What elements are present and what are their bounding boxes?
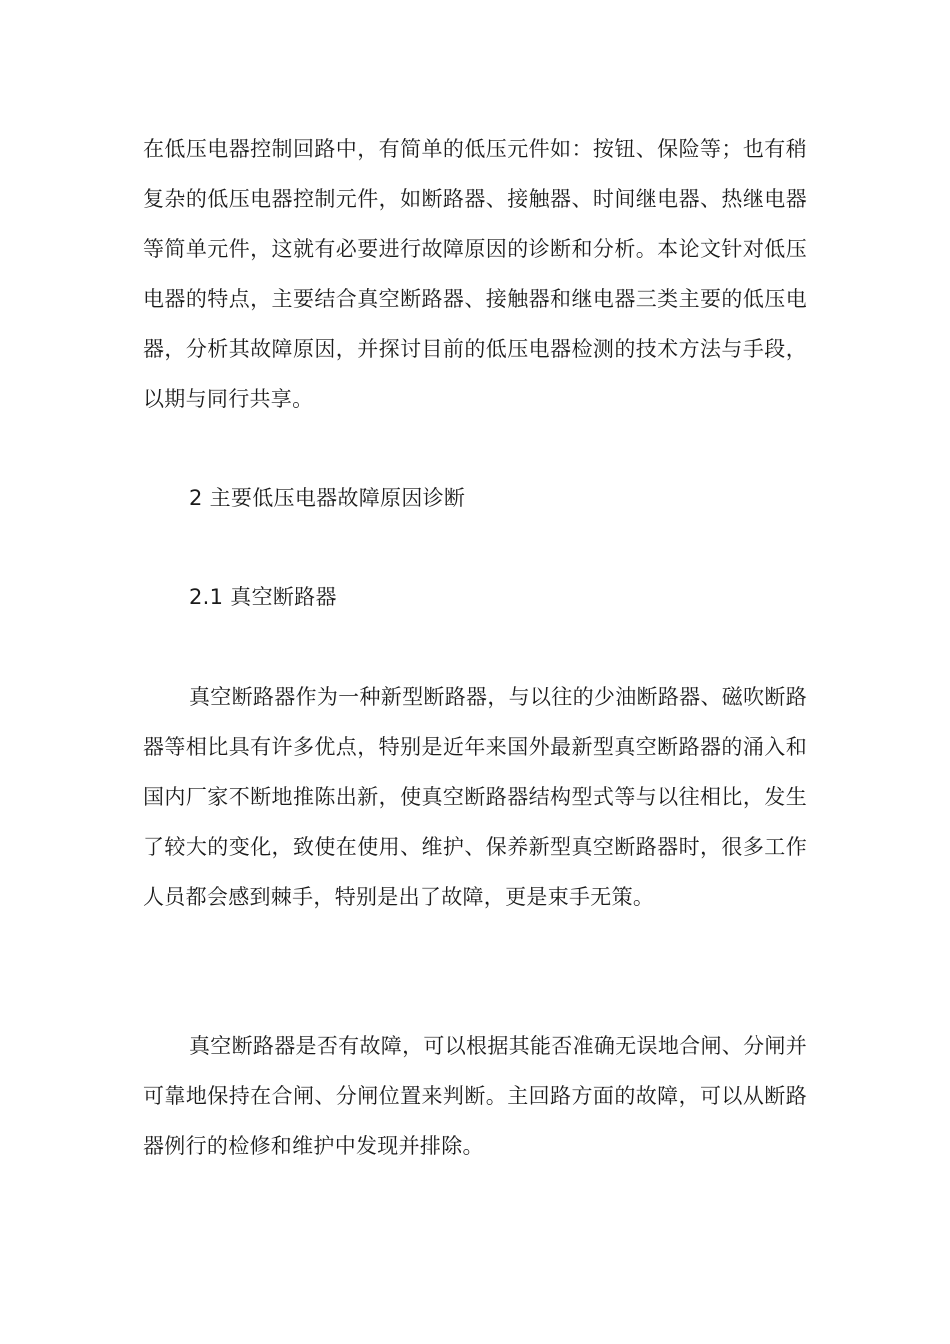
vacuum-breaker-paragraph: 真空断路器作为一种新型断路器，与以往的少油断路器、磁吹断路器等相比具有许多优点，特别是近年来国外最新型真空断路器的涌入和国内厂家不断地推陈出新，使真空断路器结构型式等与以往相比，发生了较大的变化，致使在使用、维护、保养新型真空断路器时，很多工作人员都会感到棘手，特别是出了故障，更是束手无策。 xyxy=(143,685,807,909)
subsection-heading-2-1: 2.1 真空断路器 xyxy=(189,585,337,609)
intro-paragraph: 在低压电器控制回路中，有简单的低压元件如：按钮、保险等；也有稍复杂的低压电器控制元件，如断路器、接触器、时间继电器、热继电器等简单元件，这就有必要进行故障原因的诊断和分析。本论文针对低压电器的特点，主要结合真空断路器、接触器和继电器三类主要的低压电器，分析其故障原因，并探讨目前的低压电器检测的技术方法与手段，以期与同行共享。 xyxy=(143,137,807,411)
section-heading-2: 2 主要低压电器故障原因诊断 xyxy=(189,486,466,510)
fault-judgment-paragraph: 真空断路器是否有故障，可以根据其能否准确无误地合闸、分闸并可靠地保持在合闸、分闸位置来判断。主回路方面的故障，可以从断路器例行的检修和维护中发现并排除。 xyxy=(143,1034,807,1158)
